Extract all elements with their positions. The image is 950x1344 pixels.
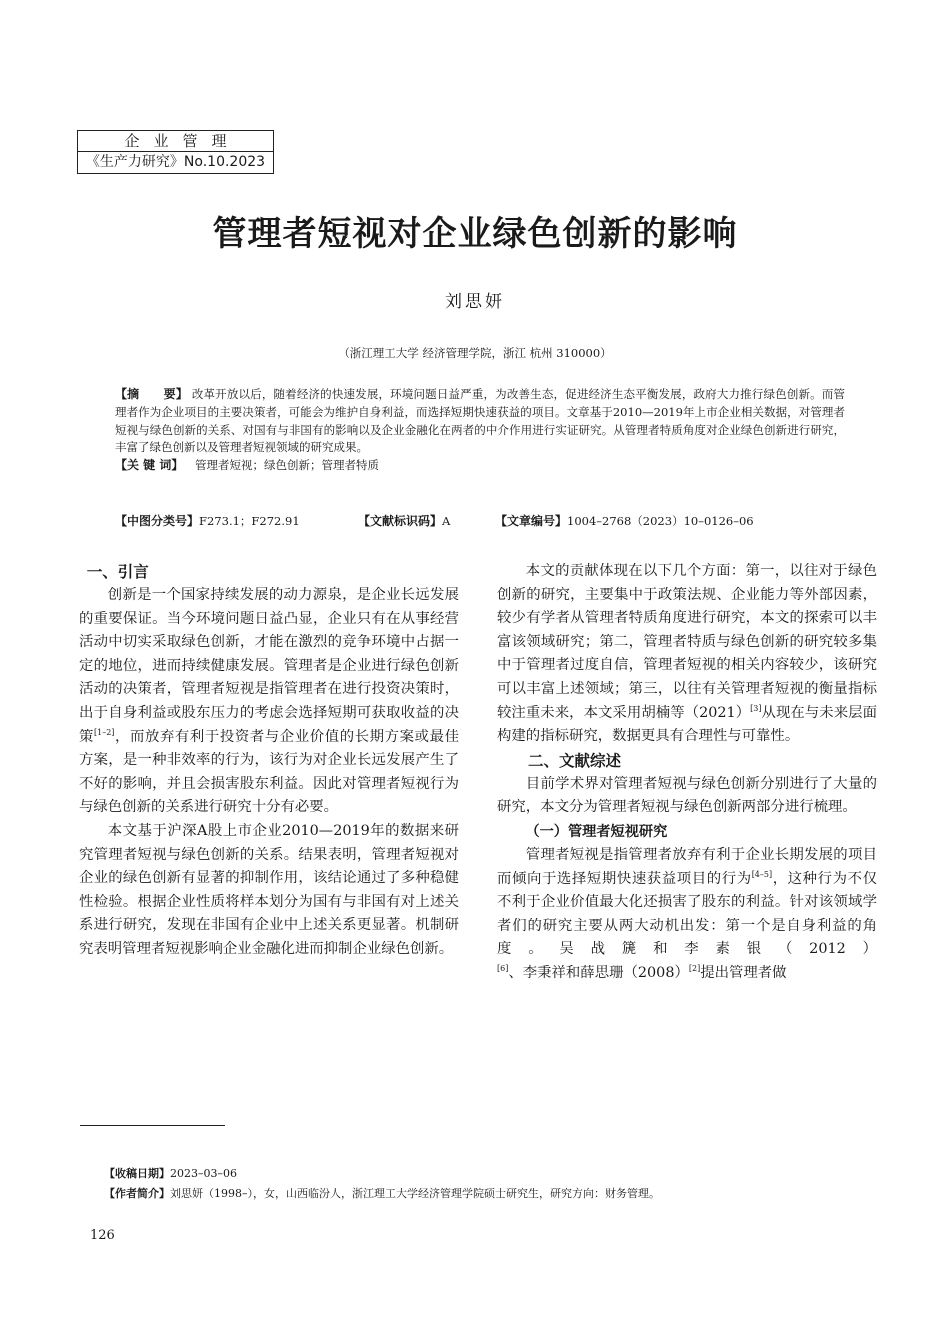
journal-header xyxy=(77,130,274,174)
doc-code-label: 【文献标识码】 xyxy=(358,514,443,528)
body-column-left xyxy=(79,560,459,962)
clc-value: F273.1；F272.91 xyxy=(199,514,300,528)
received-value: 2023–03–06 xyxy=(170,1167,237,1180)
author-bio-label: 【作者简介】 xyxy=(104,1187,170,1200)
abstract xyxy=(115,386,845,475)
paragraph: 管理者短视是指管理者放弃有利于企业长期发展的项目而倾向于选择短期快速获益项目的行为[4–5]，这种行为不仅不利于企业价值最大化还损害了股东的利益。针对该领域学者们的研究主要从两大动机出发：第一个是自身利益的角度。吴战篪和李素银（2012）[6]、李秉祥和薛思珊（2008）[2]提出管理者做 xyxy=(497,846,877,981)
citation: [3] xyxy=(750,703,762,713)
author-bio xyxy=(104,1186,660,1202)
paragraph: 本文基于沪深A股上市企业2010—2019年的数据来研究管理者短视与绿色创新的关系。结果表明，管理者短视对企业的绿色创新有显著的抑制作用，该结论通过了多种稳健性检验。根据企业性质将样本划分为国有与非国有对上述关系进行研究，发现在非国有企业中上述关系更显著。机制研究表明管理者短视影响企业金融化进而抑制企业绿色创新。 xyxy=(79,822,459,957)
keywords-text: 管理者短视；绿色创新；管理者特质 xyxy=(195,458,380,473)
document-code xyxy=(358,512,450,530)
clc-label: 【中图分类号】 xyxy=(115,514,200,528)
article-number xyxy=(495,512,754,530)
body-column-right xyxy=(497,560,877,986)
received-label: 【收稿日期】 xyxy=(104,1167,170,1180)
section-heading-introduction: 一、引言 xyxy=(86,563,149,581)
author-bio-value: 刘思妍（1998–），女，山西临汾人，浙江理工大学经济管理学院硕士研究生，研究方向：财务管理。 xyxy=(170,1187,660,1200)
paper-title: 管理者短视对企业绿色创新的影响 xyxy=(212,214,738,254)
section-label: 企业管理 xyxy=(77,130,274,152)
author: 刘思妍 xyxy=(445,292,505,312)
paragraph: 创新是一个国家持续发展的动力源泉，是企业长远发展的重要保证。当今环境问题日益凸显，企业只有在从事经营活动中切实采取绿色创新，才能在激烈的竞争环境中占据一定的地位，进而持续健康发展。管理者是企业进行绿色创新活动的决策者，管理者短视是指管理者在进行投资决策时，出于自身利益或股东压力的考虑会选择短期可获取收益的决策[1–2]，而放弃有利于投资者与企业价值的长期方案或最佳方案，是一种非效率的行为，该行为对企业长远发展产生了不好的影响，并且会损害股东利益。因此对管理者短视行为与绿色创新的关系进行研究十分有必要。 xyxy=(79,587,459,816)
citation: [4–5] xyxy=(751,869,773,879)
journal-issue: 《生产力研究》No.10.2023 xyxy=(77,152,274,174)
doc-code-value: A xyxy=(442,514,451,528)
clc-number xyxy=(115,512,300,530)
article-number-label: 【文章编号】 xyxy=(495,514,568,528)
page-number: 126 xyxy=(90,1228,115,1243)
section-heading-literature-review: 二、文献综述 xyxy=(528,751,622,770)
abstract-label: 【摘 要】 xyxy=(115,387,189,401)
received-date xyxy=(104,1166,237,1182)
subsection-heading: （一）管理者短视研究 xyxy=(525,823,668,840)
paragraph: 目前学术界对管理者短视与绿色创新分别进行了大量的研究，本文分为管理者短视与绿色创新两部分进行梳理。 xyxy=(497,775,877,816)
keywords-label: 【关 键 词】 xyxy=(115,458,184,473)
footnote-divider xyxy=(80,1125,225,1126)
citation: [1–2] xyxy=(93,727,115,737)
article-number-value: 1004–2768（2023）10–0126–06 xyxy=(567,514,754,528)
citation: [2] xyxy=(688,964,701,974)
abstract-text: 改革开放以后，随着经济的快速发展，环境问题日益严重，为改善生态，促进经济生态平衡发展，政府大力推行绿色创新。而管理者作为企业项目的主要决策者，可能会为维护自身利益，而选择短期快速获益的项目。文章基于2010—2019年上市企业相关数据，对管理者短视与绿色创新的关系、对国有与非国有的影响以及企业金融化在两者的中介作用进行实证研究。从管理者特质角度对企业绿色创新进行研究，丰富了绿色创新以及管理者短视领域的研究成果。 xyxy=(115,387,845,455)
keywords xyxy=(115,457,845,475)
affiliation: （浙江理工大学 经济管理学院，浙江 杭州 310000） xyxy=(338,346,612,360)
citation: [6] xyxy=(497,964,509,974)
paragraph: 本文的贡献体现在以下几个方面：第一，以往对于绿色创新的研究，主要集中于政策法规、企业能力等外部因素，较少有学者从管理者特质角度进行研究，本文的探索可以丰富该领域研究；第二，管理者特质与绿色创新的研究较多集中于管理者过度自信，管理者短视的相关内容较少，该研究可以丰富上述领域；第三，以往有关管理者短视的衡量指标较注重未来，本文采用胡楠等（2021）[3]从现在与未来层面构建的指标研究，数据更具有合理性与可靠性。 xyxy=(497,563,877,745)
